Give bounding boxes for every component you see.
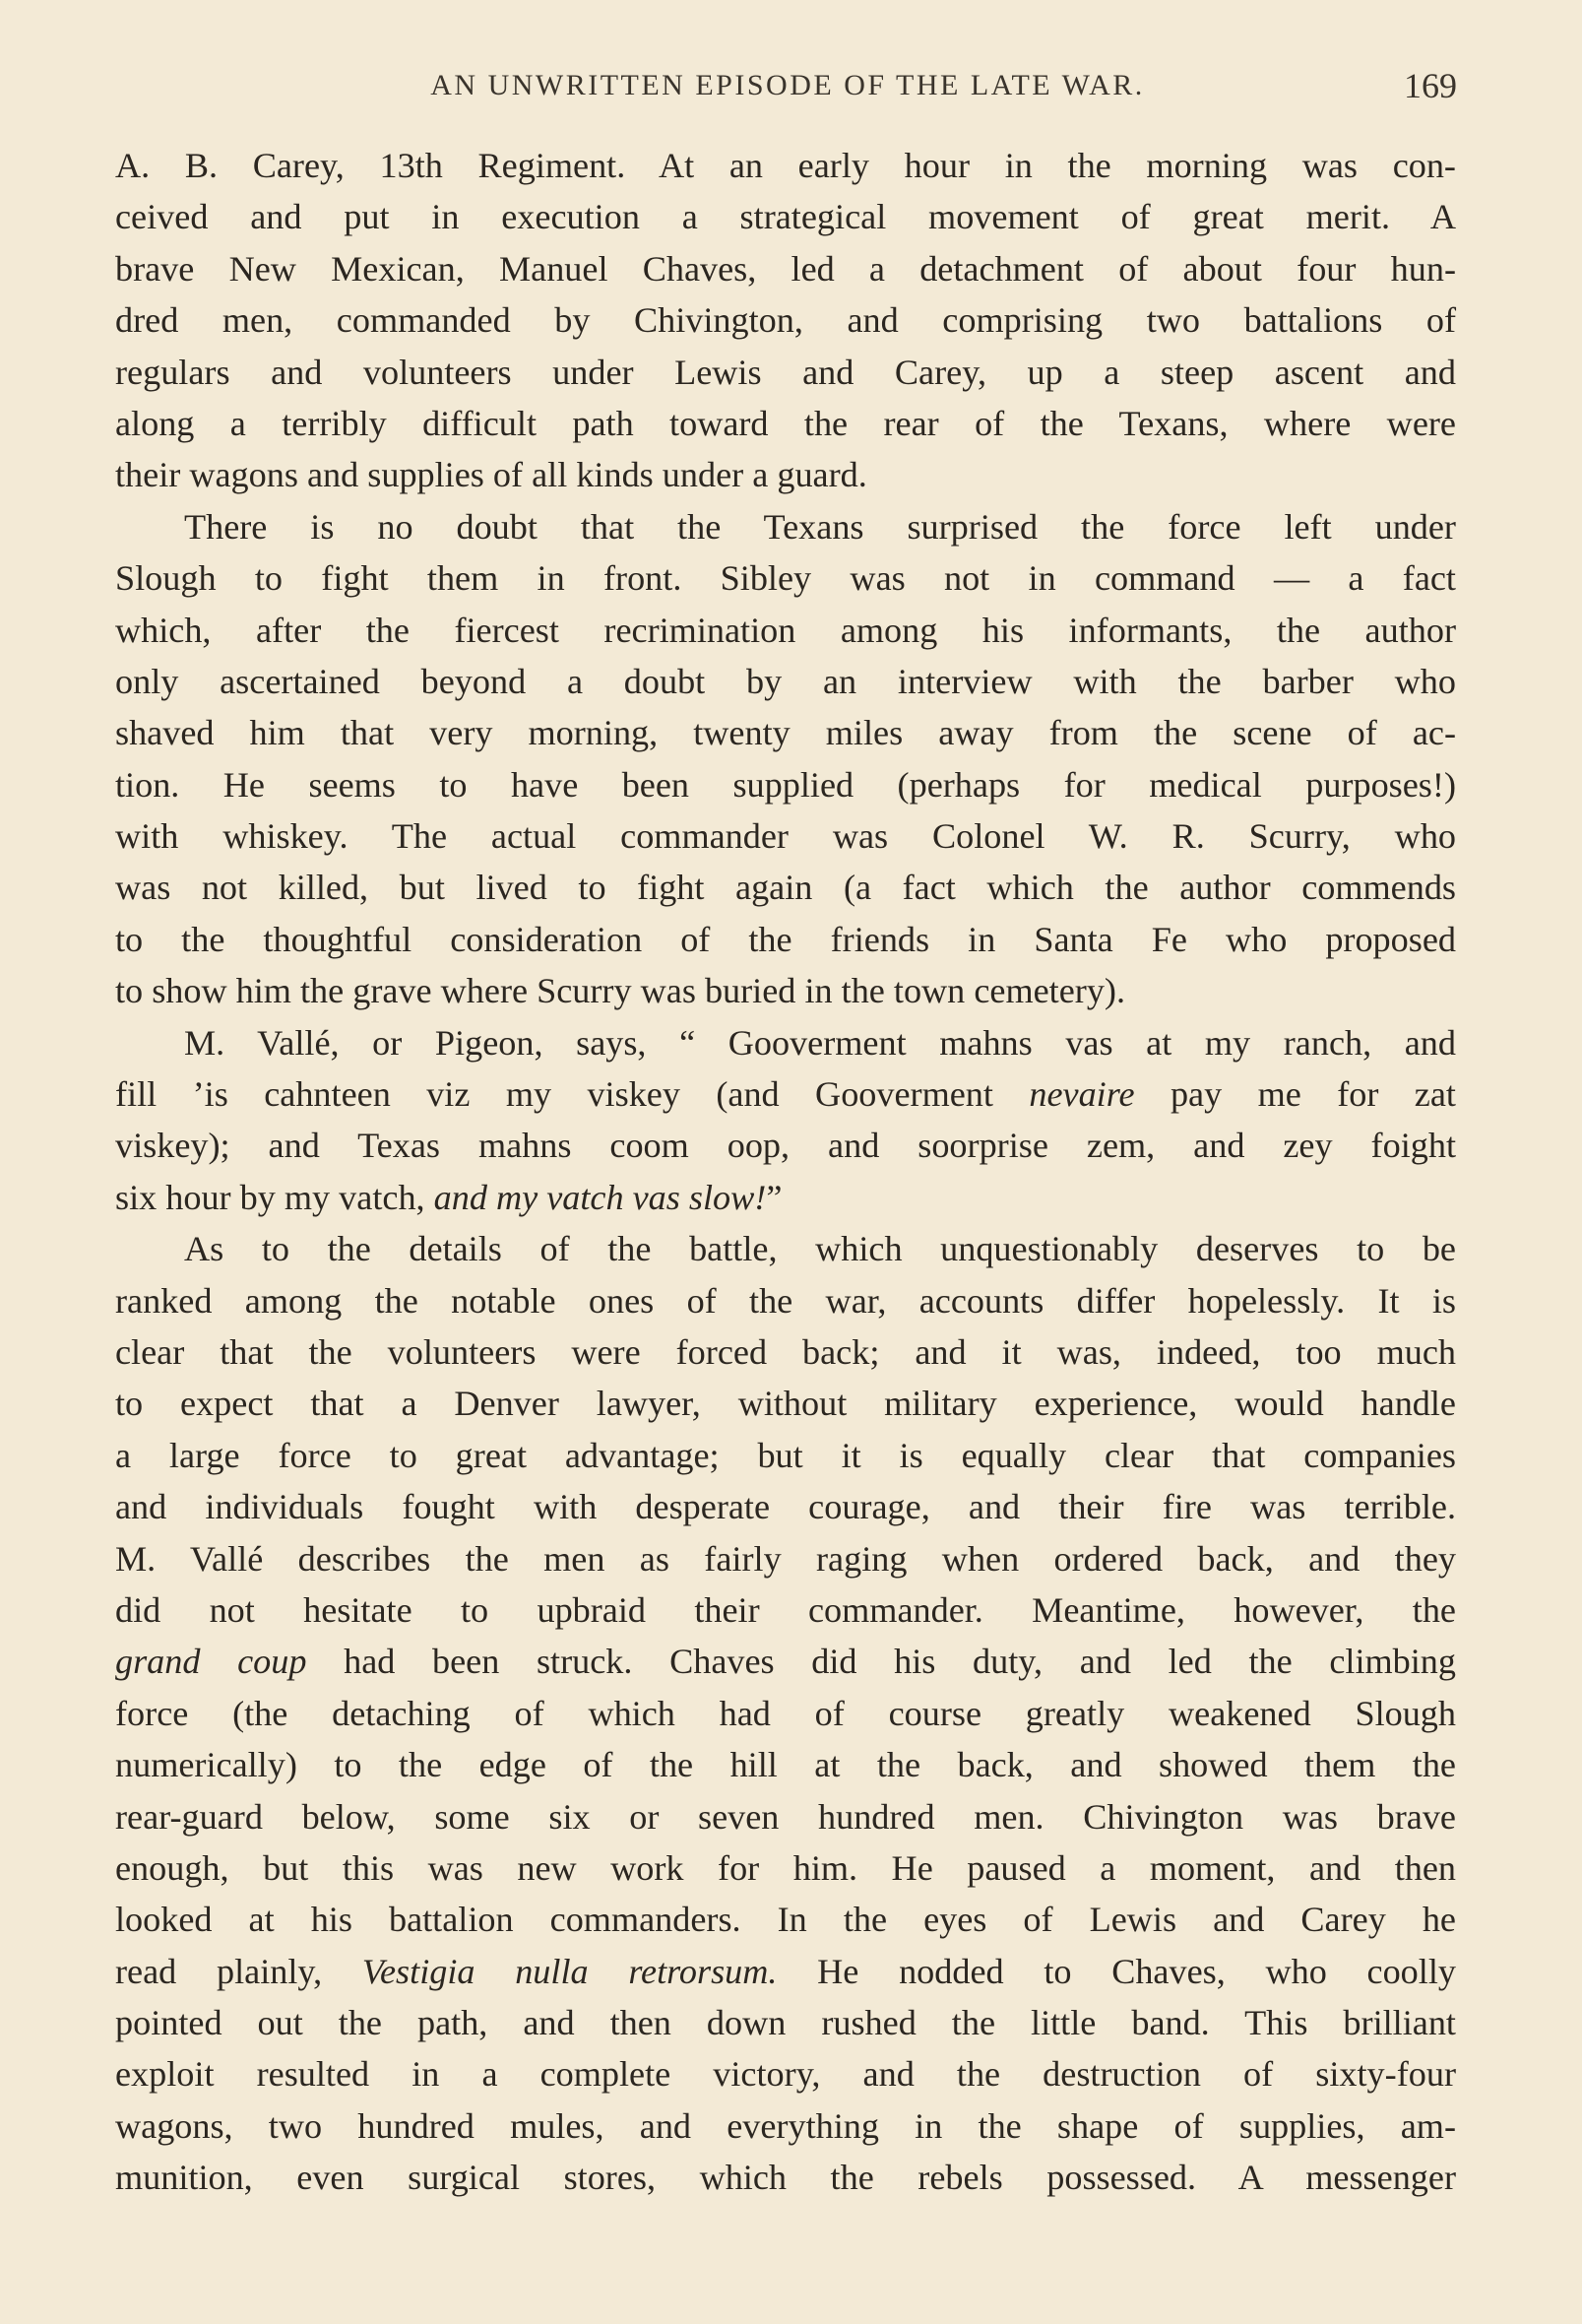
text-line xyxy=(115,191,1456,242)
text-line xyxy=(115,1636,1456,1687)
text-line xyxy=(115,2152,1456,2203)
text-line xyxy=(115,862,1456,913)
text-line xyxy=(115,759,1456,810)
text-run: six hour by my vatch, xyxy=(115,1177,434,1217)
text-run: clear that the volunteers were forced back; and it was, indeed, too much xyxy=(115,1331,1456,1372)
text-line xyxy=(115,1842,1456,1894)
text-run: pay me for zat xyxy=(1134,1074,1456,1115)
text-line xyxy=(115,2048,1456,2099)
text-run: only ascertained beyond a doubt by an interview with the barber who xyxy=(115,661,1456,701)
text-run: rear-guard below, some six or seven hundred men. Chivington was brave xyxy=(115,1796,1456,1837)
text-line xyxy=(115,810,1456,862)
text-run: was not killed, but lived to fight again (a fact which the author commends xyxy=(115,868,1456,908)
text-run: exploit resulted in a complete victory, and the destruction of sixty-four xyxy=(115,2054,1456,2095)
text-line xyxy=(115,1894,1456,1945)
text-run: dred men, commanded by Chivington, and comprising two battalions of xyxy=(115,300,1456,341)
italic-text: and my vatch vas slow! xyxy=(433,1177,767,1217)
text-run: As to the details of the battle, which unquestionably deserves to be xyxy=(184,1229,1456,1269)
text-run: with whiskey. The actual commander was Colonel W. R. Scurry, who xyxy=(115,816,1456,857)
text-run: which, after the fiercest recrimination among his informants, the author xyxy=(115,610,1456,650)
text-line xyxy=(115,1946,1456,1997)
paragraph xyxy=(115,140,1456,501)
text-run: He nodded to Chaves, who coolly xyxy=(777,1951,1456,1991)
text-run: read plainly, xyxy=(115,1951,362,1991)
text-line xyxy=(115,965,1456,1016)
text-line xyxy=(115,449,1456,500)
running-head xyxy=(118,66,1457,112)
text-line xyxy=(115,294,1456,346)
text-line xyxy=(115,605,1456,656)
text-run: ” xyxy=(766,1177,783,1217)
text-run: A. B. Carey, 13th Regiment. At an early hour in the morning was con- xyxy=(115,146,1456,185)
text-run: regulars and volunteers under Lewis and Carey, up a steep ascent and xyxy=(115,352,1456,392)
text-run: had been struck. Chaves did his duty, and led the climbing xyxy=(306,1642,1456,1682)
text-line xyxy=(115,1584,1456,1636)
text-line xyxy=(115,1172,1456,1223)
text-run: brave New Mexican, Manuel Chaves, led a detachment of about four hun- xyxy=(115,248,1456,289)
text-line xyxy=(115,1997,1456,2048)
text-line xyxy=(115,1430,1456,1481)
text-run: their wagons and supplies of all kinds under a guard. xyxy=(115,455,867,495)
text-run: force (the detaching of which had of course greatly weakened Slough xyxy=(115,1693,1456,1733)
text-run: along a terribly difficult path toward the rear of the Texans, where were xyxy=(115,403,1456,443)
text-run: fill ’is cahnteen viz my viskey (and Gooverment xyxy=(115,1074,1030,1115)
text-run: viskey); and Texas mahns coom oop, and soorprise zem, and zey foight xyxy=(115,1126,1456,1166)
text-line xyxy=(115,914,1456,965)
text-line xyxy=(115,707,1456,758)
text-run: wagons, two hundred mules, and everything in the shape of supplies, am- xyxy=(115,2105,1456,2146)
text-run: Slough to fight them in front. Sibley was not in command — a fact xyxy=(115,558,1456,599)
text-line xyxy=(115,656,1456,707)
text-line xyxy=(115,1481,1456,1532)
text-line xyxy=(115,552,1456,604)
italic-text: Vestigia nulla retrorsum. xyxy=(361,1951,778,1991)
text-run: munition, even surgical stores, which the rebels possessed. A messenger xyxy=(115,2158,1456,2198)
text-line xyxy=(115,1326,1456,1378)
text-run: to show him the grave where Scurry was buried in the town cemetery). xyxy=(115,971,1126,1011)
text-line xyxy=(115,1068,1456,1120)
text-run: M. Vallé, or Pigeon, says, “ Gooverment mahns vas at my ranch, and xyxy=(184,1022,1456,1063)
page-number: 169 xyxy=(1404,66,1457,105)
text-run: enough, but this was new work for him. He paused a moment, and then xyxy=(115,1847,1456,1888)
text-line xyxy=(115,1791,1456,1842)
paragraph xyxy=(115,1223,1456,2203)
text-line xyxy=(115,1533,1456,1584)
text-run: There is no doubt that the Texans surprised the force left under xyxy=(184,506,1456,547)
body-text xyxy=(115,140,1456,2204)
text-run: numerically) to the edge of the hill at the back, and showed them the xyxy=(115,1745,1456,1785)
text-run: to the thoughtful consideration of the friends in Santa Fe who proposed xyxy=(115,919,1456,959)
text-line xyxy=(115,243,1456,294)
text-run: did not hesitate to upbraid their commander. Meantime, however, the xyxy=(115,1589,1456,1630)
text-line xyxy=(115,501,1456,552)
italic-text: grand coup xyxy=(115,1642,307,1682)
text-run: to expect that a Denver lawyer, without military experience, would handle xyxy=(115,1384,1456,1424)
text-line xyxy=(115,1223,1456,1274)
italic-text: nevaire xyxy=(1029,1074,1135,1115)
text-line xyxy=(115,1017,1456,1068)
text-line xyxy=(115,398,1456,449)
text-line xyxy=(115,1739,1456,1790)
text-line xyxy=(115,140,1456,191)
paragraph xyxy=(115,501,1456,1017)
text-run: ranked among the notable ones of the war, accounts differ hopelessly. It is xyxy=(115,1280,1456,1321)
text-line xyxy=(115,347,1456,398)
text-line xyxy=(115,1688,1456,1739)
text-run: a large force to great advantage; but it is equally clear that companies xyxy=(115,1435,1456,1475)
text-run: shaved him that very morning, twenty miles away from the scene of ac- xyxy=(115,713,1456,753)
text-line xyxy=(115,2100,1456,2152)
text-line xyxy=(115,1378,1456,1429)
text-run: looked at his battalion commanders. In the eyes of Lewis and Carey he xyxy=(115,1900,1456,1940)
text-line xyxy=(115,1275,1456,1326)
text-run: ceived and put in execution a strategical movement of great merit. A xyxy=(115,197,1456,237)
text-run: pointed out the path, and then down rushed the little band. This brilliant xyxy=(115,2003,1456,2043)
text-line xyxy=(115,1120,1456,1171)
paragraph xyxy=(115,1017,1456,1224)
text-run: tion. He seems to have been supplied (perhaps for medical purposes!) xyxy=(115,764,1456,805)
running-title: AN UNWRITTEN EPISODE OF THE LATE WAR. xyxy=(430,69,1145,101)
text-run: and individuals fought with desperate courage, and their fire was terrible. xyxy=(115,1487,1456,1527)
text-run: M. Vallé describes the men as fairly raging when ordered back, and they xyxy=(115,1538,1456,1579)
